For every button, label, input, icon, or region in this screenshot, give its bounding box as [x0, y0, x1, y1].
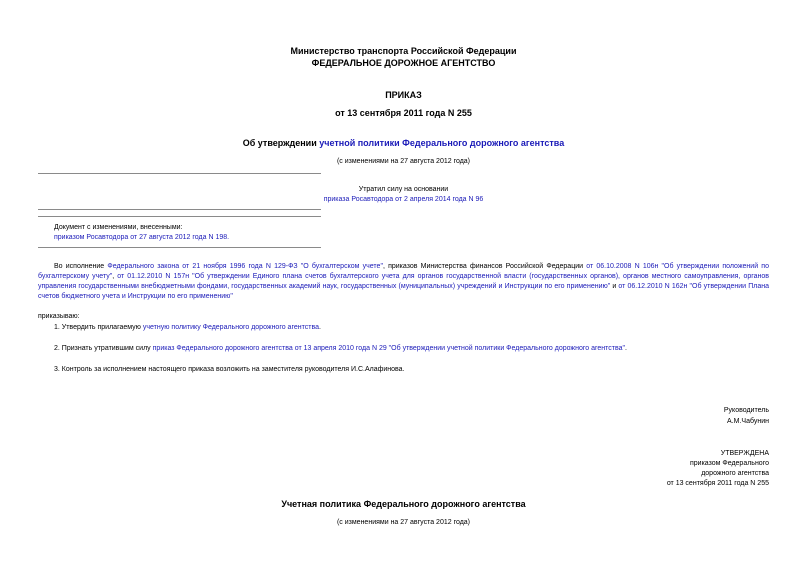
- void-link[interactable]: приказа Росавтодора от 2 апреля 2014 года N 96: [323, 196, 484, 203]
- appendix-title: Учетная политика Федерального дорожного агентства: [281, 499, 526, 509]
- approved-line: дорожного агентства: [701, 470, 769, 477]
- separator-line: [38, 209, 321, 210]
- law-link[interactable]: Федерального закона от 21 ноября 1996 года N 129-ФЗ "О бухгалтерском учете": [107, 263, 383, 270]
- signature-role: Руководитель: [723, 407, 769, 414]
- order-item-2: [54, 344, 627, 354]
- appendix-note: (с изменениями на 27 августа 2012 года): [336, 519, 471, 526]
- order-title: ПРИКАЗ: [385, 90, 422, 100]
- minfin-157n-link[interactable]: от 01.12.2010 N 157н "Об утверждении Единого плана счетов бухгалтерского учета для органов государственной власти (государственных органов), органов местного самоуправления, органов управления государственными внебюджетными фондами, государственных академий наук, государственных (муниципальных) учреждений и Инструкции по его применению": [38, 273, 770, 290]
- changes-note: (с изменениями на 27 августа 2012 года): [336, 158, 471, 165]
- item-text: 2. Признать утратившим силу: [54, 345, 153, 352]
- order-item-1: [54, 323, 321, 333]
- void-label: Утратил силу на основании: [358, 186, 449, 193]
- item-end: .: [318, 324, 321, 331]
- preamble-text: ,: [112, 273, 118, 280]
- item-text: 1. Утвердить прилагаемую: [54, 324, 143, 331]
- subject-link[interactable]: учетной политики Федерального дорожного агентства: [319, 138, 565, 148]
- separator-line: [38, 173, 321, 174]
- preamble-text: Во исполнение: [54, 263, 108, 270]
- item-end: .: [625, 345, 627, 352]
- repealed-order-link[interactable]: приказ Федерального дорожного агентства от 13 апреля 2010 года N 29 "Об утверждении учетной политики Федерального дорожного агентства": [152, 345, 625, 352]
- orders-word: приказываю:: [38, 313, 80, 320]
- order-item-3: 3. Контроль за исполнением настоящего приказа возложить на заместителя руководителя И.С.Алафинова.: [54, 366, 405, 373]
- document-subject: [0, 137, 807, 149]
- preamble-paragraph: [38, 262, 769, 302]
- amend-link[interactable]: приказом Росавтодора от 27 августа 2012 года N 198.: [54, 234, 230, 241]
- separator-line: [38, 216, 321, 217]
- approved-date: от 13 сентября 2011 года N 255: [666, 480, 769, 487]
- ministry-heading: Министерство транспорта Российской Федерации: [290, 46, 517, 56]
- separator-line: [38, 247, 321, 248]
- approved-line: приказом Федерального: [689, 460, 769, 467]
- minfin-162n-link[interactable]: от 06.12.2010 N 162н "Об утверждении Плана счетов бюджетного учета и Инструкции по его применению": [38, 283, 769, 300]
- minfin-106n-link[interactable]: от 06.10.2008 N 106н "Об утверждении положений по бухгалтерскому учету": [38, 263, 769, 280]
- preamble-text: , приказов Министерства финансов Российской Федерации: [382, 263, 587, 270]
- amend-label: Документ с изменениями, внесенными:: [54, 224, 183, 231]
- subject-prefix: Об утверждении: [242, 138, 320, 148]
- preamble-text: и: [610, 283, 619, 290]
- order-date: от 13 сентября 2011 года N 255: [335, 108, 472, 118]
- signature-name: А.М.Чабунин: [727, 418, 769, 425]
- approved-label: УТВЕРЖДЕНА: [720, 450, 769, 457]
- agency-heading: ФЕДЕРАЛЬНОЕ ДОРОЖНОЕ АГЕНТСТВО: [311, 58, 496, 68]
- policy-link[interactable]: учетную политику Федерального дорожного агентства: [142, 324, 319, 331]
